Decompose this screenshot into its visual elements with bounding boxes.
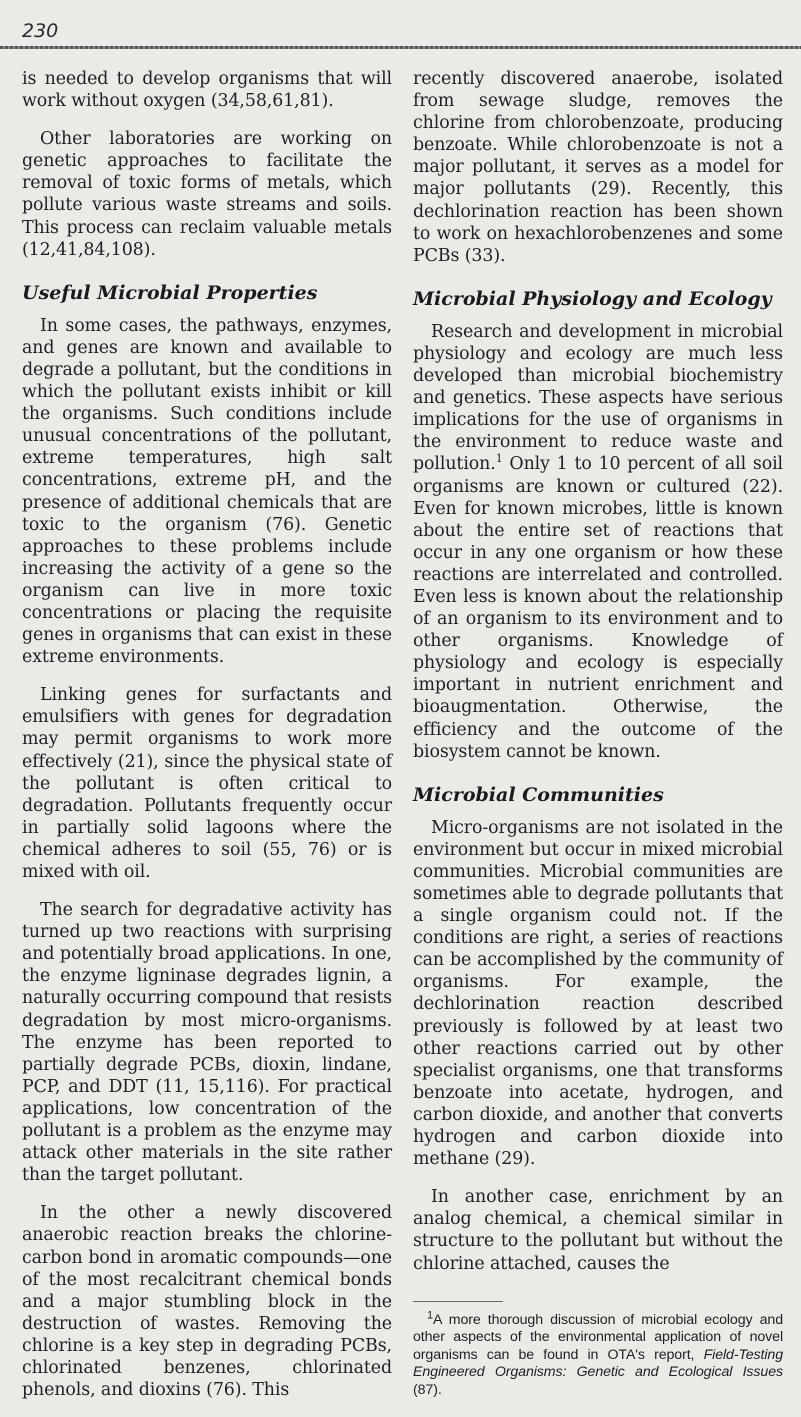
paragraph: The search for degradative activity has turned up two reactions with surprising and potentially broad applications. In one, the enzyme ligninase degrades lignin, a naturally occurring compound that resists degradation by most micro-organisms. The enzyme has been reported to partially degrade PCBs, dioxin, lindane, PCP, and DDT (11, 15,116). For practical applications, low concentration of the pollutant is a problem as the enzyme may attack other materials in the site rather than the target pollutant.	[22, 900, 392, 1186]
left-column	[22, 68, 392, 1417]
paragraph: In some cases, the pathways, enzymes, and genes are known and available to degrade a pollutant, but the conditions in which the pollutant exists inhibit or kill the organisms. Such conditions include unusual concentrations of the pollutant, extreme temperatures, high salt concentrations, extreme pH, and the presence of additional chemicals that are toxic to the organism (76). Genetic approaches to these problems include increasing the activity of a gene so the organism can live in more toxic concentrations or placing the requisite genes in organisms that can exist in these extreme environments.	[22, 315, 392, 668]
footnote-reference[interactable]: 1	[495, 452, 503, 466]
paragraph: In the other a newly discovered anaerobic reaction breaks the chlorine-carbon bond in aromatic compounds—one of the most recalcitrant chemical bonds and a major stumbling block in the destruction of wastes. Removing the chlorine is a key step in degrading PCBs, chlorinated benzenes, chlorinated phenols, and dioxins (76). This	[22, 1203, 392, 1401]
paragraph-text: Research and development in microbial physiology and ecology are much less developed than microbial biochemistry and genetics. These aspects have serious implications for the use of organisms in the environment to reduce waste and pollution.	[413, 321, 783, 475]
paragraph: Micro-organisms are not isolated in the environment but occur in mixed microbial communities. Microbial communities are sometimes able to degrade pollutants that a single organism could not. If the conditions are right, a series of reactions can be accomplished by the community of organisms. For example, the dechlorination reaction described previously is followed by at least two other reactions carried out by other specialist organisms, one that transforms benzoate into acetate, hydrogen, and carbon dioxide, and another that converts hydrogen and carbon dioxide into methane (29).	[413, 817, 783, 1170]
footnote-marker: 1	[427, 1308, 434, 1321]
footnote-divider	[413, 1301, 503, 1302]
paragraph: Linking genes for surfactants and emulsifiers with genes for degradation may permit organisms to work more effectively (21), since the physical state of the pollutant is often critical to degradation. Pollutants frequently occur in partially solid lagoons where the chemical adheres to soil (55, 76) or is mixed with oil.	[22, 685, 392, 882]
paragraph: is needed to develop organisms that will work without oxygen (34,58,61,81).	[22, 69, 392, 112]
footnote	[413, 1308, 783, 1400]
footnote-cited-title: Field-Testing Engineered Organisms: Genetic and Ecological Issues	[413, 1346, 783, 1381]
right-column	[413, 68, 783, 1399]
paragraph	[413, 321, 783, 763]
paragraph: recently discovered anaerobe, isolated from sewage sludge, removes the chlorine from chlorobenzoate, producing benzoate. While chlorobenzoate is not a major pollutant, it serves as a model for major pollutants (29). Recently, this dechlorination reaction has been shown to work on hexachlorobenzenes and some PCBs (33).	[413, 69, 783, 266]
footnote-text: A more thorough discussion of microbial ecology and other aspects of the environmental application of novel organisms can be found in OTA's report,	[413, 1311, 783, 1363]
section-heading: Useful Microbial Properties	[22, 281, 318, 304]
paragraph: Other laboratories are working on genetic approaches to facilitate the removal of toxic forms of metals, which pollute various waste streams and soils. This process can reclaim valuable metals (12,41,84,108).	[22, 129, 392, 260]
header-rule	[0, 46, 801, 49]
page-number: 230	[22, 20, 59, 42]
section-heading: Microbial Physiology and Ecology	[413, 287, 772, 310]
section-heading: Microbial Communities	[413, 783, 664, 806]
footnote-text: (87).	[413, 1381, 442, 1398]
paragraph: In another case, enrichment by an analog chemical, a chemical similar in structure to the pollutant but without the chlorine attached, causes the	[413, 1187, 783, 1274]
paragraph-text: Only 1 to 10 percent of all soil organisms are known or cultured (22). Even for known microbes, little is known about the entire set of reactions that occur in any one organism or how these reactions are interrelated and controlled. Even less is known about the relationship of an organism to its environment and to other organisms. Knowledge of physiology and ecology is especially important in nutrient enrichment and bioaugmentation. Otherwise, the efficiency and the outcome of the biosystem cannot be known.	[413, 454, 783, 762]
